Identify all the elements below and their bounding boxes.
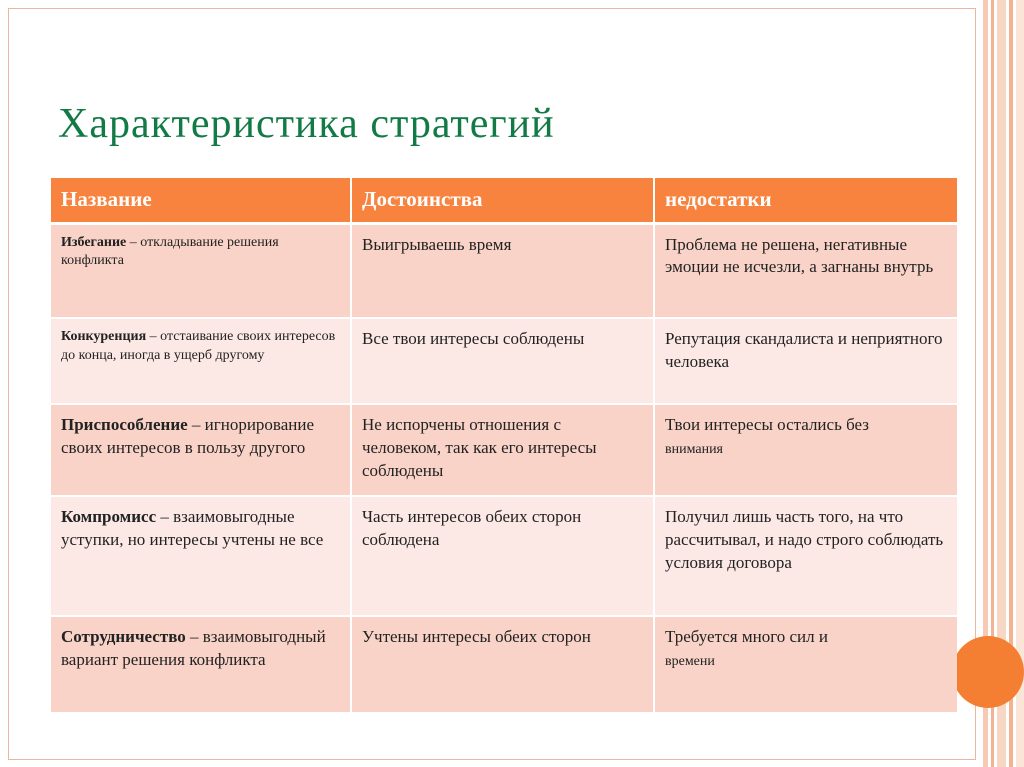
slide-title: Характеристика стратегий	[58, 101, 555, 147]
decor-circle	[952, 636, 1024, 708]
header-advantages: Достоинства	[351, 178, 654, 223]
disadvantages-text-small: внимания	[665, 441, 723, 457]
cell-advantages: Не испорчены отношения с человеком, так как его интересы соблюдены	[351, 404, 654, 496]
cell-strategy	[51, 404, 351, 496]
table-row	[51, 318, 957, 404]
cell-strategy	[51, 223, 351, 318]
cell-disadvantages: Репутация скандалиста и неприятного человека	[654, 318, 957, 404]
header-disadvantages: недостатки	[654, 178, 957, 223]
table-row	[51, 496, 957, 616]
cell-strategy	[51, 318, 351, 404]
table-header-row	[51, 178, 957, 223]
cell-advantages: Все твои интересы соблюдены	[351, 318, 654, 404]
strategy-name: Конкуренция	[61, 329, 147, 344]
cell-strategy	[51, 616, 351, 713]
strategy-desc: – отстаивание своих интересов до конца, иногда в ущерб другому	[61, 329, 336, 363]
strategy-desc: – взаимовыгодный вариант решения конфликта	[61, 627, 326, 669]
cell-disadvantages	[654, 404, 957, 496]
table-row	[51, 404, 957, 496]
table-row	[51, 223, 957, 318]
strategy-name: Сотрудничество	[61, 627, 186, 646]
cell-advantages: Выигрываешь время	[351, 223, 654, 318]
table-row	[51, 616, 957, 713]
cell-strategy	[51, 496, 351, 616]
header-name: Название	[51, 178, 351, 223]
disadvantages-text-small: времени	[665, 653, 715, 669]
cell-advantages: Учтены интересы обеих сторон	[351, 616, 654, 713]
cell-disadvantages: Проблема не решена, негативные эмоции не исчезли, а загнаны внутрь	[654, 223, 957, 318]
cell-disadvantages: Получил лишь часть того, на что рассчитывал, и надо строго соблюдать условия договора	[654, 496, 957, 616]
strategy-name: Компромисс	[61, 507, 157, 526]
strategy-desc: – взаимовыгодные уступки, но интересы учтены не все	[61, 507, 324, 549]
cell-advantages: Часть интересов обеих сторон соблюдена	[351, 496, 654, 616]
cell-disadvantages	[654, 616, 957, 713]
strategy-name: Приспособление	[61, 415, 188, 434]
strategies-table	[51, 178, 957, 714]
strategy-name: Избегание	[61, 234, 127, 250]
strategy-desc: – игнорирование своих интересов в пользу другого	[61, 415, 315, 457]
disadvantages-text: Требуется много сил и	[665, 627, 828, 646]
strategy-desc: – откладывание решения конфликта	[61, 234, 279, 269]
disadvantages-text: Твои интересы остались без	[665, 415, 869, 434]
